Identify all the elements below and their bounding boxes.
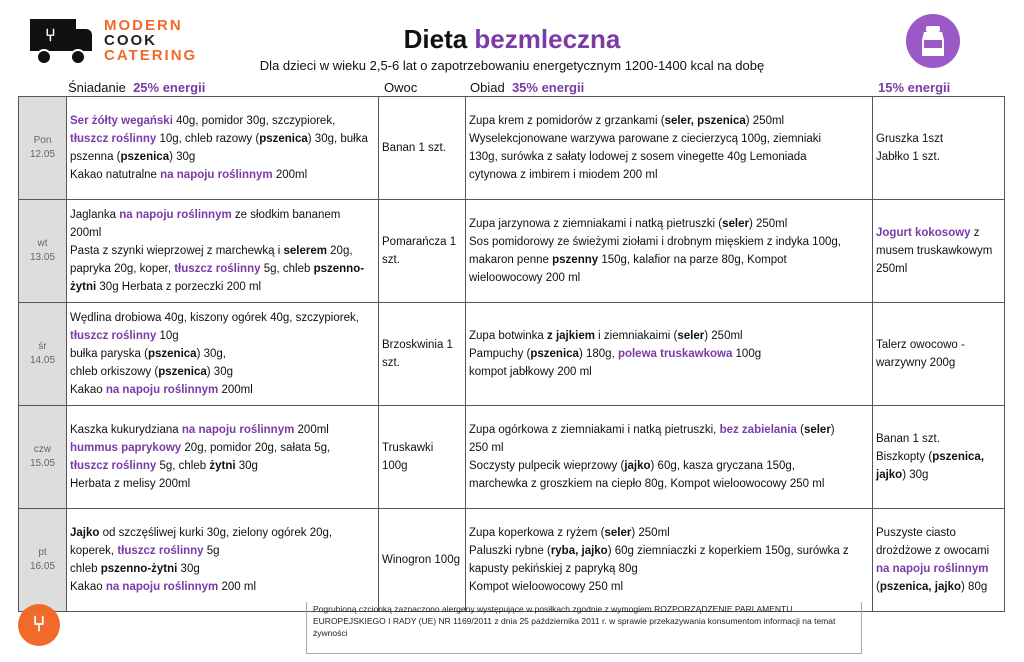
text-segment: seler: [722, 218, 749, 230]
cell-line: [70, 130, 375, 148]
cell-line: [469, 578, 869, 596]
text-segment: 130g, surówka z sałaty lodowej z sosem vinegette 40g Lemoniada: [469, 151, 807, 163]
text-segment: 20g,: [326, 245, 353, 257]
text-segment: 200 ml: [218, 581, 256, 593]
text-segment: ) 30g: [169, 151, 196, 163]
text-segment: 30g Herbata z porzeczki 200 ml: [96, 281, 262, 293]
snack-percent: 15% energii: [878, 80, 951, 95]
page-title: [0, 24, 1024, 55]
text-segment: pszenica,: [932, 451, 985, 463]
text-segment: (: [796, 424, 804, 436]
text-segment: Jaglanka: [70, 209, 120, 221]
text-segment: 200ml: [294, 424, 329, 436]
text-segment: 5g: [203, 545, 220, 557]
text-segment: tłuszcz roślinny: [117, 545, 204, 557]
cell-line: [469, 269, 869, 287]
text-segment: Zupa botwinka: [469, 330, 547, 342]
cell-line: [70, 578, 375, 596]
text-segment: pszenica: [147, 348, 197, 360]
text-segment: tłuszcz roślinny: [70, 133, 157, 145]
text-segment: ) 30g: [902, 469, 929, 481]
day-cell: [19, 509, 67, 612]
cell-line: [70, 224, 375, 242]
cell-line: [876, 148, 1001, 166]
breakfast-header: [68, 80, 205, 95]
text-segment: kapusty pekińskiej z papryką 80g: [469, 563, 638, 575]
cell-line: [469, 421, 869, 439]
cell-line: [469, 130, 869, 148]
cell-line: [469, 148, 869, 166]
text-segment: tłuszcz roślinny: [70, 460, 157, 472]
milk-bottle-icon: [906, 14, 960, 68]
cell-line: [70, 475, 375, 493]
cell-line: [469, 524, 869, 542]
cell-line: [70, 524, 375, 542]
text-segment: ze słodkim bananem: [231, 209, 341, 221]
cell-line: [876, 336, 1001, 354]
lunch-label: Obiad: [470, 80, 505, 95]
text-segment: makaron penne: [469, 254, 553, 266]
cell-line: [70, 242, 375, 260]
text-segment: Biszkopty (: [876, 451, 933, 463]
text-segment: 250ml: [876, 263, 908, 275]
text-segment: od szczęśliwej kurki 30g, zielony ogórek 20g,: [99, 527, 333, 539]
day-name: wt: [37, 238, 48, 249]
text-segment: pszenica: [158, 366, 207, 378]
text-segment: 5g, chleb: [260, 263, 314, 275]
text-segment: na napoju roślinnym: [105, 581, 219, 593]
text-segment: Kakao: [70, 581, 106, 593]
cell-line: [469, 345, 869, 363]
text-segment: Zupa koperkowa z ryżem (: [469, 527, 605, 539]
breakfast-cell: [67, 303, 379, 406]
text-segment: chleb: [70, 563, 101, 575]
cell-line: [70, 363, 375, 381]
breakfast-percent: 25% energii: [133, 80, 206, 95]
cell-line: [70, 206, 375, 224]
page-subtitle: Dla dzieci w wieku 2,5-6 lat o zapotrzebowaniu energetycznym 1200-1400 kcal na dobę: [259, 58, 765, 73]
text-segment: pszenica: [120, 151, 170, 163]
text-segment: seler, pszenica: [664, 115, 746, 127]
cell-line: [876, 542, 1001, 560]
allergen-footnote: Pogrubioną czcionką zaznaczono alergeny występujące w posiłkach zgodnie z wymogiem ROZPORZĄDZENIE PARLAMENTU EUROPEJSKIEGO I RADY (UE) NR 1169/2011 z dnia 25 października 2011 r. w sprawie przekazywania konsumentom informacji na temat żywności: [306, 602, 862, 654]
text-segment: na napoju roślinnym: [876, 563, 989, 575]
text-segment: (: [876, 581, 880, 593]
text-segment: Zupa jarzynowa z ziemniakami i natką pietruszki (: [469, 218, 723, 230]
cell-line: [70, 457, 375, 475]
text-segment: bez zabielania: [719, 424, 797, 436]
cell-line: [876, 242, 1001, 260]
text-segment: ) 60g, kasza gryczana 150g,: [650, 460, 796, 472]
day-date: 16.05: [29, 561, 56, 572]
text-segment: ) 250ml: [631, 527, 670, 539]
cell-line: [876, 466, 1001, 484]
cell-line: [469, 542, 869, 560]
fruit-cell: Pomarańcza 1 szt.: [379, 200, 466, 303]
text-segment: Kaszka kukurydziana: [70, 424, 182, 436]
text-segment: Jajko: [70, 527, 100, 539]
text-segment: pszenny: [552, 254, 599, 266]
cell-line: [469, 112, 869, 130]
menu-table: [18, 96, 1005, 612]
cell-line: [70, 381, 375, 399]
text-segment: 100g: [732, 348, 762, 360]
text-segment: 5g, chleb: [156, 460, 210, 472]
cell-line: [70, 278, 375, 296]
text-segment: 30g: [235, 460, 258, 472]
day-row: [19, 509, 1005, 612]
text-segment: ): [830, 424, 835, 436]
cell-line: [70, 560, 375, 578]
breakfast-cell: [67, 509, 379, 612]
text-segment: ryba, jajko: [550, 545, 608, 557]
cell-line: [876, 354, 1001, 372]
text-segment: selerem: [283, 245, 327, 257]
text-segment: ) 250ml: [704, 330, 743, 342]
text-segment: żytni: [209, 460, 236, 472]
cell-line: [469, 215, 869, 233]
cell-line: [469, 233, 869, 251]
day-row: [19, 200, 1005, 303]
breakfast-label: Śniadanie: [68, 80, 126, 95]
day-row: [19, 406, 1005, 509]
cell-line: [469, 457, 869, 475]
text-segment: polewa truskawkowa: [617, 348, 733, 360]
day-cell: [19, 97, 67, 200]
text-segment: pszenica: [259, 133, 308, 145]
text-segment: Talerz owocowo -: [876, 339, 965, 351]
cell-line: [469, 166, 869, 184]
fruit-cell: Truskawki 100g: [379, 406, 466, 509]
text-segment: wieloowocowy 200 ml: [469, 272, 581, 284]
brand-line-2: COOK: [104, 32, 157, 49]
text-segment: pszenno-: [313, 263, 365, 275]
fruit-cell: Banan 1 szt.: [379, 97, 466, 200]
lunch-cell: [466, 200, 873, 303]
text-segment: jajko: [624, 460, 651, 472]
title-main: Dieta: [403, 24, 468, 54]
day-name: Pon: [33, 135, 52, 146]
day-date: 12.05: [29, 149, 56, 160]
text-segment: Sos pomidorowy ze świeżymi ziołami i drobnym mięskiem z indyka 100g,: [469, 236, 841, 248]
text-segment: tłuszcz roślinny: [70, 330, 157, 342]
cell-line: [876, 560, 1001, 578]
text-segment: koperek,: [70, 545, 118, 557]
fruit-header: Owoc: [384, 80, 418, 95]
text-segment: 200ml: [70, 227, 102, 239]
fruit-cell: Winogron 100g: [379, 509, 466, 612]
text-segment: z jajkiem: [547, 330, 595, 342]
cell-line: [876, 130, 1001, 148]
text-segment: 10g, chleb razowy (: [156, 133, 260, 145]
text-segment: 250 ml: [469, 442, 504, 454]
text-segment: 200ml: [218, 384, 253, 396]
text-segment: pszenna (: [70, 151, 121, 163]
text-segment: ) 250ml: [745, 115, 785, 127]
text-segment: papryka 20g, koper,: [70, 263, 175, 275]
text-segment: na napoju roślinnym: [105, 384, 219, 396]
lunch-cell: [466, 509, 873, 612]
text-segment: pszenica: [530, 348, 579, 360]
day-name: czw: [33, 444, 52, 455]
text-segment: Puszyste ciasto: [876, 527, 956, 539]
text-segment: na napoju roślinnym: [119, 209, 232, 221]
cell-line: [469, 251, 869, 269]
text-segment: Kompot wieloowocowy 250 ml: [469, 581, 624, 593]
brand-line-1: MODERN: [104, 17, 183, 34]
text-segment: Wędlina drobiowa 40g, kiszony ogórek 40g, szczypiorek,: [70, 312, 359, 324]
lunch-header: [470, 80, 584, 95]
cell-line: [469, 439, 869, 457]
day-date: 13.05: [29, 252, 56, 263]
cell-line: [70, 260, 375, 278]
day-date: 14.05: [29, 355, 56, 366]
day-cell: [19, 406, 67, 509]
title-accent: bezmleczna: [474, 24, 621, 54]
text-segment: 40g, pomidor 30g, szczypiorek,: [172, 115, 336, 127]
snack-cell: [873, 200, 1005, 303]
text-segment: Soczysty pulpecik wieprzowy (: [469, 460, 625, 472]
cell-line: [469, 327, 869, 345]
food-truck-icon: ⑂: [30, 19, 94, 63]
snack-cell: [873, 97, 1005, 200]
text-segment: ) 180g,: [578, 348, 618, 360]
cell-line: [876, 224, 1001, 242]
breakfast-cell: [67, 406, 379, 509]
text-segment: pszenno-żytni: [100, 563, 178, 575]
text-segment: Jogurt kokosowy: [876, 227, 971, 239]
text-segment: jajko: [876, 469, 903, 481]
text-segment: Herbata z melisy 200ml: [70, 478, 191, 490]
text-segment: Kakao natutralne: [70, 169, 161, 181]
text-segment: Paluszki rybne (: [469, 545, 551, 557]
text-segment: musem truskawkowym: [876, 245, 993, 257]
cell-line: [876, 524, 1001, 542]
lunch-cell: [466, 303, 873, 406]
text-segment: Gruszka 1szt: [876, 133, 944, 145]
day-row: [19, 97, 1005, 200]
text-segment: seler: [677, 330, 705, 342]
text-segment: ) 80g: [961, 581, 988, 593]
text-segment: z: [970, 227, 980, 239]
text-segment: drożdżowe z owocami: [876, 545, 990, 557]
text-segment: Jabłko 1 szt.: [876, 151, 940, 163]
text-segment: 200ml: [272, 169, 308, 181]
text-segment: ) 250ml: [748, 218, 788, 230]
text-segment: Pampuchy (: [469, 348, 531, 360]
snack-cell: [873, 509, 1005, 612]
text-segment: bułka paryska (: [70, 348, 148, 360]
text-segment: Zupa ogórkowa z ziemniakami i natką pietruszki,: [469, 424, 720, 436]
text-segment: chleb orkiszowy (: [70, 366, 159, 378]
lunch-percent: 35% energii: [511, 80, 585, 95]
cell-line: [876, 260, 1001, 278]
text-segment: na napoju roślinnym: [160, 169, 273, 181]
day-date: 15.05: [29, 458, 56, 469]
snack-cell: [873, 406, 1005, 509]
cell-line: [469, 475, 869, 493]
day-row: [19, 303, 1005, 406]
cell-line: [70, 421, 375, 439]
text-segment: 20g, pomidor 20g, sałata 5g,: [181, 442, 331, 454]
cell-line: [70, 112, 375, 130]
text-segment: hummus paprykowy: [70, 442, 182, 454]
text-segment: seler: [604, 527, 632, 539]
cell-line: [70, 439, 375, 457]
text-segment: 150g, kalafior na parze 80g, Kompot: [598, 254, 787, 266]
text-segment: na napoju roślinnym: [181, 424, 295, 436]
cell-line: [469, 560, 869, 578]
fruit-cell: Brzoskwinia 1 szt.: [379, 303, 466, 406]
text-segment: żytni: [70, 281, 97, 293]
lunch-cell: [466, 97, 873, 200]
text-segment: ) 60g ziemniaczki z koperkiem 150g, surówka z: [607, 545, 849, 557]
day-name: śr: [38, 341, 47, 352]
brand-line-3: CATERING: [104, 47, 198, 64]
snack-cell: [873, 303, 1005, 406]
text-segment: 30g: [177, 563, 200, 575]
cell-line: [70, 166, 375, 184]
cell-line: [70, 542, 375, 560]
fork-knife-icon: ⑂: [18, 604, 60, 646]
text-segment: i ziemniakaimi (: [594, 330, 678, 342]
cell-line: [876, 578, 1001, 596]
text-segment: Pasta z szynki wieprzowej z marchewką i: [70, 245, 284, 257]
text-segment: Zupa krem z pomidorów z grzankami (: [469, 115, 665, 127]
cell-line: [70, 148, 375, 166]
cell-line: [70, 309, 375, 327]
text-segment: kompot jabłkowy 200 ml: [469, 366, 592, 378]
cell-line: [876, 448, 1001, 466]
text-segment: ) 30g: [206, 366, 233, 378]
cell-line: [70, 327, 375, 345]
text-segment: Ser żółty wegański: [70, 115, 173, 127]
text-segment: marchewka z groszkiem na ciepło 80g, Kompot wieloowocowy 250 ml: [469, 478, 825, 490]
day-name: pt: [38, 547, 47, 558]
cell-line: [469, 363, 869, 381]
text-segment: Wyselekcjonowane warzywa parowane z ciecierzycą 100g, ziemniaki: [469, 133, 822, 145]
day-cell: [19, 200, 67, 303]
breakfast-cell: [67, 97, 379, 200]
text-segment: tłuszcz roślinny: [174, 263, 261, 275]
text-segment: pszenica, jajko: [879, 581, 962, 593]
breakfast-cell: [67, 200, 379, 303]
text-segment: ) 30g,: [196, 348, 226, 360]
day-cell: [19, 303, 67, 406]
text-segment: warzywny 200g: [876, 357, 956, 369]
lunch-cell: [466, 406, 873, 509]
text-segment: 10g: [156, 330, 179, 342]
text-segment: cytynowa z imbirem i miodem 200 ml: [469, 169, 658, 181]
text-segment: seler: [803, 424, 831, 436]
cell-line: [70, 345, 375, 363]
text-segment: Kakao: [70, 384, 106, 396]
cell-line: [876, 430, 1001, 448]
text-segment: ) 30g, bułka: [307, 133, 368, 145]
text-segment: Banan 1 szt.: [876, 433, 940, 445]
